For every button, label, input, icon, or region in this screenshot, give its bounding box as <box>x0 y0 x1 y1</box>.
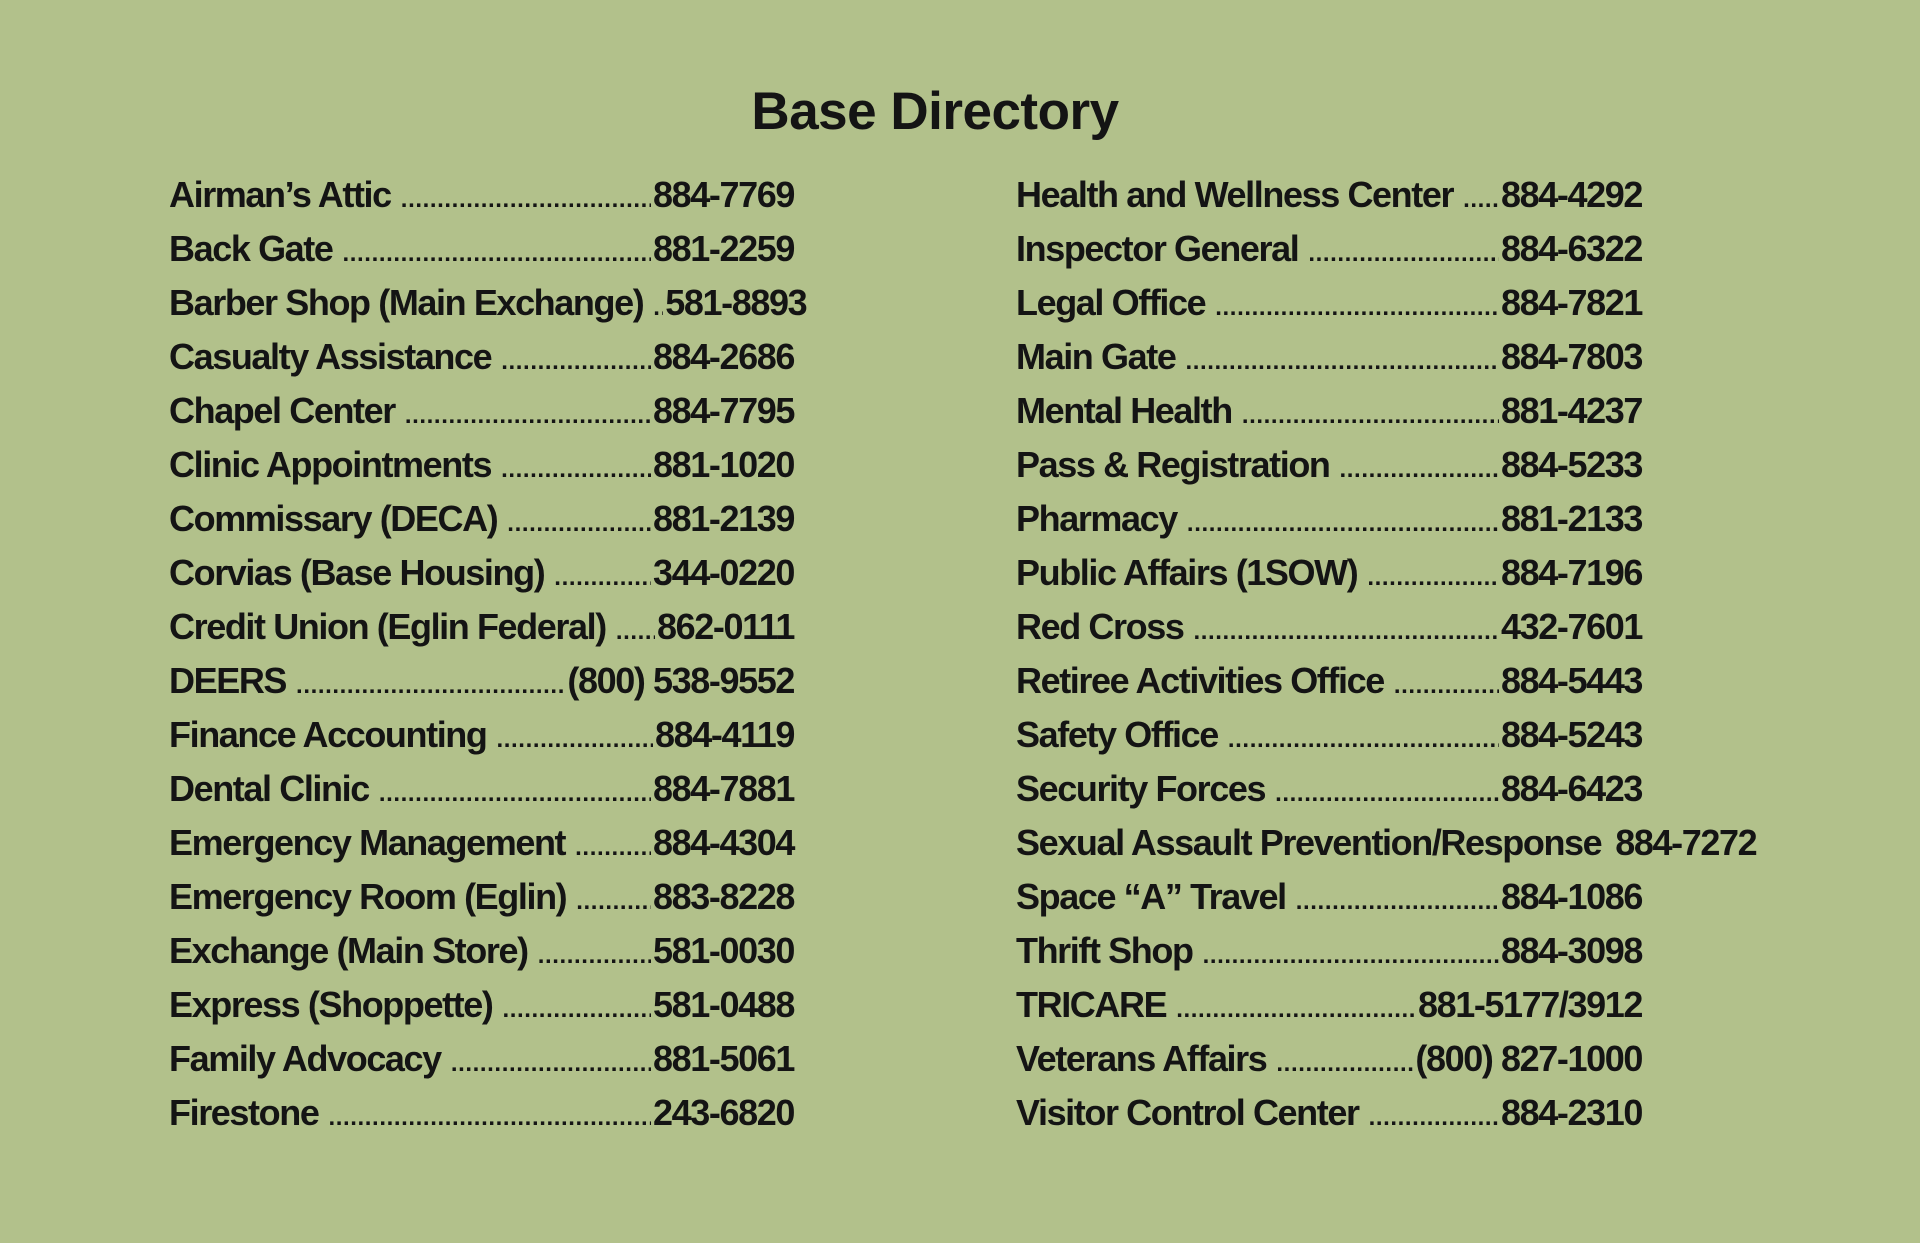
entry-phone: 884-7881 <box>653 768 794 809</box>
entry-name: Security Forces <box>1016 768 1266 809</box>
entry-name: Express (Shoppette) <box>169 984 493 1025</box>
entry-phone: 884-5243 <box>1501 714 1642 755</box>
entry-name: Credit Union (Eglin Federal) <box>169 606 606 647</box>
dot-leader <box>1193 605 1499 659</box>
entry-phone: 581-0488 <box>653 984 794 1025</box>
dot-leader <box>501 335 651 389</box>
directory-left-column <box>169 168 807 1140</box>
entry-phone: 884-2310 <box>1501 1092 1642 1133</box>
dot-leader <box>1275 767 1499 821</box>
dot-leader <box>1215 281 1499 335</box>
directory-entry <box>169 924 794 978</box>
entry-name: Emergency Room (Eglin) <box>169 876 567 917</box>
entry-phone: 884-4119 <box>655 714 794 755</box>
entry-phone: 344-0220 <box>653 552 794 593</box>
directory-entry <box>169 438 794 492</box>
entry-name: Finance Accounting <box>169 714 487 755</box>
directory-right-column <box>1016 168 1757 1140</box>
entry-name: Legal Office <box>1016 282 1206 323</box>
directory-entry <box>1016 978 1642 1032</box>
dot-leader <box>575 821 651 875</box>
entry-phone: 884-2686 <box>653 336 794 377</box>
directory-entry <box>169 600 794 654</box>
dot-leader <box>1276 1037 1413 1091</box>
entry-phone: 881-5177/3912 <box>1417 984 1642 1025</box>
entry-phone: 881-2259 <box>653 228 794 269</box>
entry-phone: 884-5233 <box>1501 444 1642 485</box>
entry-name: Sexual Assault Prevention/Response <box>1016 822 1602 863</box>
directory-entry <box>1016 222 1642 276</box>
entry-phone: 884-4292 <box>1501 174 1642 215</box>
directory-entry <box>169 978 794 1032</box>
entry-name: Red Cross <box>1016 606 1184 647</box>
directory-entry <box>1016 1086 1642 1140</box>
entry-name: Retiree Activities Office <box>1016 660 1384 701</box>
entry-name: Inspector General <box>1016 228 1299 269</box>
entry-phone: 883-8228 <box>653 876 794 917</box>
entry-name: Commissary (DECA) <box>169 498 498 539</box>
entry-name: Chapel Center <box>169 390 395 431</box>
entry-phone: 884-7821 <box>1501 282 1642 323</box>
entry-phone: (800) 538-9552 <box>567 660 794 701</box>
directory-entry <box>169 654 794 708</box>
entry-phone: 884-3098 <box>1501 930 1642 971</box>
dot-leader <box>1296 875 1499 929</box>
entry-phone: (800) 827-1000 <box>1415 1038 1642 1079</box>
entry-phone: 884-4304 <box>653 822 794 863</box>
entry-phone: 884-7795 <box>653 390 794 431</box>
directory-entry <box>1016 276 1642 330</box>
directory-entry <box>1016 870 1642 924</box>
dot-leader <box>401 173 651 227</box>
entry-phone: 862-0111 <box>657 606 794 647</box>
dot-leader <box>1228 713 1499 767</box>
entry-name: DEERS <box>169 660 287 701</box>
dot-leader <box>497 713 654 767</box>
entry-phone: 881-5061 <box>653 1038 794 1079</box>
directory-entry <box>1016 492 1642 546</box>
entry-phone: 581-0030 <box>653 930 794 971</box>
entry-phone: 884-7272 <box>1615 822 1757 863</box>
entry-name: Space “A” Travel <box>1016 876 1286 917</box>
entry-phone: 881-1020 <box>653 444 794 485</box>
directory-entry <box>1016 1032 1642 1086</box>
entry-phone: 243-6820 <box>653 1092 794 1133</box>
dot-leader <box>616 605 655 659</box>
entry-name: Casualty Assistance <box>169 336 492 377</box>
dot-leader <box>554 551 651 605</box>
directory-entry <box>169 762 794 816</box>
directory-entry <box>1016 924 1642 978</box>
directory-entry <box>1016 816 1757 870</box>
directory-entry <box>1016 762 1642 816</box>
dot-leader <box>405 389 651 443</box>
entry-name: Emergency Management <box>169 822 566 863</box>
entry-phone: 884-6423 <box>1501 768 1642 809</box>
dot-leader <box>1463 173 1499 227</box>
dot-leader <box>576 875 651 929</box>
entry-name: Corvias (Base Housing) <box>169 552 545 593</box>
directory-entry <box>1016 654 1642 708</box>
entry-name: Barber Shop (Main Exchange) <box>169 282 644 323</box>
directory-entry <box>1016 438 1642 492</box>
directory-entry <box>1016 384 1642 438</box>
entry-phone: 884-1086 <box>1501 876 1642 917</box>
entry-name: Firestone <box>169 1092 319 1133</box>
directory-entry <box>1016 168 1642 222</box>
directory-entry <box>1016 708 1642 762</box>
entry-name: Health and Wellness Center <box>1016 174 1454 215</box>
entry-name: TRICARE <box>1016 984 1167 1025</box>
dot-leader <box>1176 983 1416 1037</box>
entry-name: Back Gate <box>169 228 333 269</box>
dot-leader <box>1185 335 1499 389</box>
dot-leader <box>296 659 565 713</box>
dot-leader <box>1394 659 1499 713</box>
entry-phone: 432-7601 <box>1501 606 1642 647</box>
entry-phone: 884-5443 <box>1501 660 1642 701</box>
entry-name: Mental Health <box>1016 390 1232 431</box>
directory-entry <box>169 1086 794 1140</box>
dot-leader <box>1367 551 1499 605</box>
page-title: Base Directory <box>751 82 1119 141</box>
entry-phone: 581-8893 <box>665 282 807 323</box>
entry-name: Family Advocacy <box>169 1038 441 1079</box>
directory-entry <box>169 330 794 384</box>
entry-name: Dental Clinic <box>169 768 369 809</box>
dot-leader <box>451 1037 651 1091</box>
dot-leader <box>501 443 651 497</box>
entry-name: Safety Office <box>1016 714 1218 755</box>
entry-name: Pass & Registration <box>1016 444 1330 485</box>
dot-leader <box>328 1091 651 1145</box>
entry-name: Clinic Appointments <box>169 444 492 485</box>
entry-name: Exchange (Main Store) <box>169 930 528 971</box>
entry-name: Visitor Control Center <box>1016 1092 1359 1133</box>
directory-entry <box>169 546 794 600</box>
directory-entry <box>169 708 794 762</box>
entry-phone: 881-4237 <box>1501 390 1642 431</box>
entry-phone: 884-6322 <box>1501 228 1642 269</box>
directory-entry <box>169 384 794 438</box>
entry-name: Thrift Shop <box>1016 930 1193 971</box>
directory-entry <box>169 276 807 330</box>
directory-entry <box>169 816 794 870</box>
dot-leader <box>1203 929 1499 983</box>
directory-entry <box>169 870 794 924</box>
dot-leader <box>502 983 651 1037</box>
dot-leader <box>538 929 651 983</box>
directory-entry <box>169 168 794 222</box>
entry-name: Veterans Affairs <box>1016 1038 1267 1079</box>
entry-phone: 884-7196 <box>1501 552 1642 593</box>
entry-phone: 884-7769 <box>653 174 794 215</box>
dot-leader <box>1187 497 1499 551</box>
entry-name: Airman’s Attic <box>169 174 391 215</box>
directory-entry <box>169 1032 794 1086</box>
entry-name: Public Affairs (1SOW) <box>1016 552 1358 593</box>
directory-entry <box>1016 330 1642 384</box>
dot-leader <box>1340 443 1500 497</box>
entry-phone: 881-2139 <box>653 498 794 539</box>
dot-leader <box>1308 227 1499 281</box>
dot-leader <box>1242 389 1499 443</box>
directory-entry <box>1016 546 1642 600</box>
dot-leader <box>343 227 652 281</box>
dot-leader <box>507 497 651 551</box>
entry-phone: 881-2133 <box>1501 498 1642 539</box>
directory-entry <box>169 222 794 276</box>
dot-leader <box>1369 1091 1499 1145</box>
entry-name: Main Gate <box>1016 336 1176 377</box>
entry-name: Pharmacy <box>1016 498 1177 539</box>
directory-entry <box>169 492 794 546</box>
directory-entry <box>1016 600 1642 654</box>
entry-phone: 884-7803 <box>1501 336 1642 377</box>
dot-leader <box>653 281 663 335</box>
dot-leader <box>379 767 651 821</box>
